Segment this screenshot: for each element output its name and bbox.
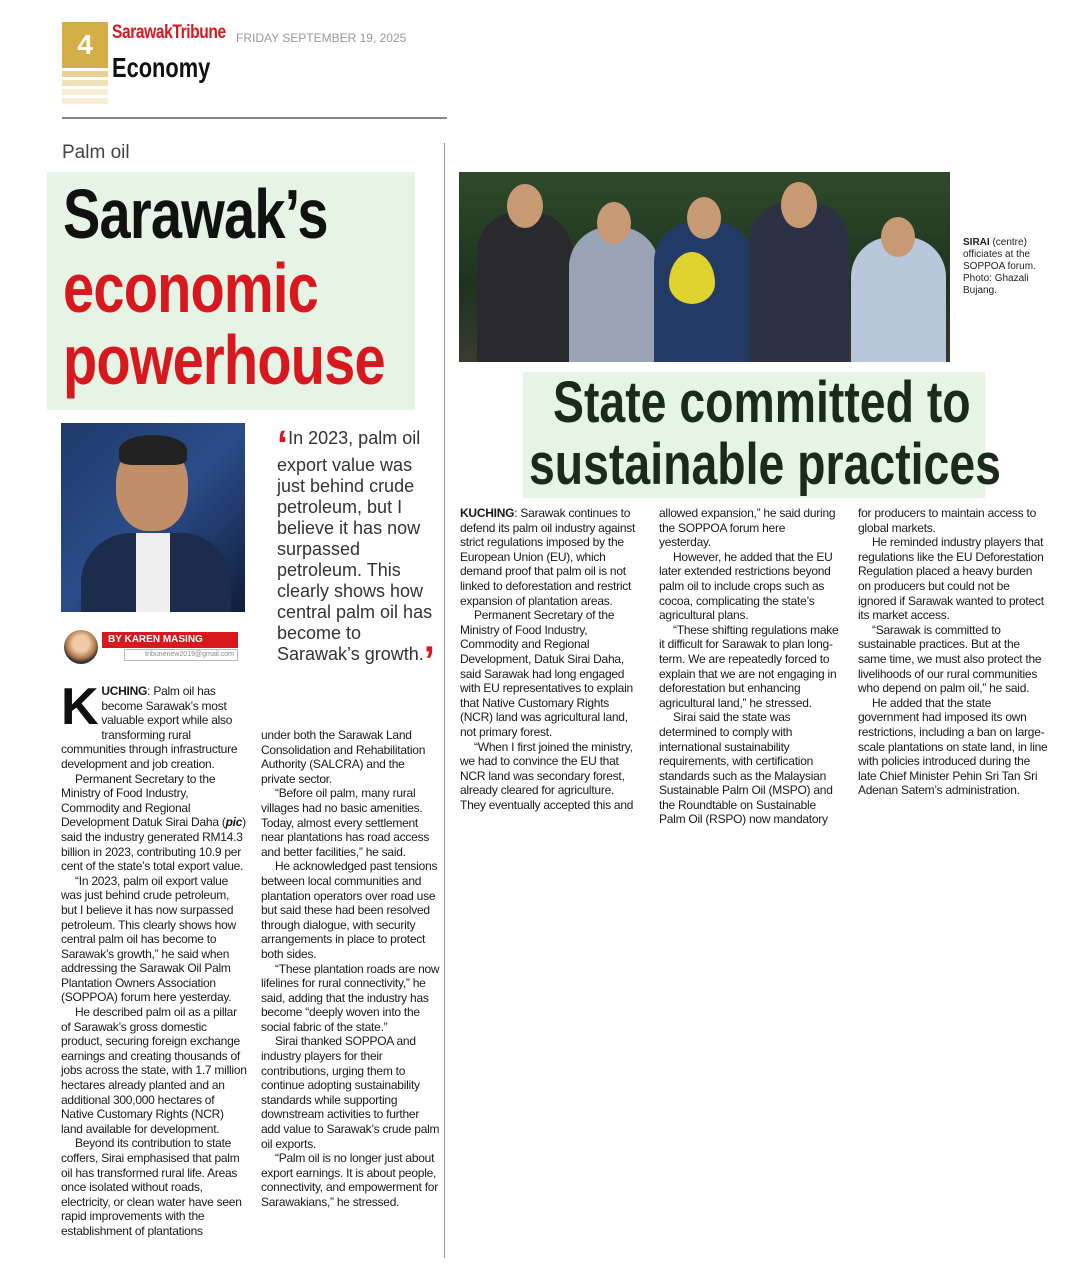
event-photo [459,172,950,362]
kicker: Palm oil [62,142,130,163]
column-divider [444,143,445,1258]
headline-line: State committed to [553,370,971,435]
section-title: Economy [112,52,211,83]
headline-line: sustainable practices [529,432,1001,497]
author-email[interactable]: tribunenew2019@gmail.com [124,649,238,661]
author-name: BY KAREN MASING [102,632,238,648]
issue-date: FRIDAY SEPTEMBER 19, 2025 [236,31,407,45]
pull-quote: ‘In 2023, palm oil export value was just behind crude petroleum, but I believe it has now surpassed petroleum. This clearly shows how central palm oil has become to Sarawak’s growth.’ [277,423,435,683]
open-quote-icon: ‘ [277,423,289,467]
headline-line: powerhouse [63,321,385,399]
brand-logo: SarawakTribune [112,22,226,43]
author-avatar [64,630,98,664]
byline [62,630,242,665]
article2-column-2: allowed expansion,” he said during the SOPPOA forum here yesterday. However, he added that the EU later extended restrictions beyond palm oil to include crops such as cocoa, complicating the state’s agricultural plans. “These shifting regulations make it difficult for Sarawak to plan long-term. We are repeatedly forced to explain that we are not engaging in deforestation but enhancing agricultural land,” he stressed. Sirai said the state was determined to comply with international sustainability requirements, with certification standards such as the Malaysian Sustainable Palm Oil (MSPO) and the Roundtable on Sustainable Palm Oil (RSPO) now mandatory [659,506,839,827]
photo-caption: SIRAI (centre) officiates at the SOPPOA forum. Photo: Ghazali Bujang. [963,237,1036,296]
headline-box [47,172,415,410]
close-quote-icon: ’ [423,639,435,683]
header-divider [62,117,447,119]
page-number-box [62,22,108,122]
headline-line: Sarawak’s [63,175,328,253]
article1-column-2: under both the Sarawak Land Consolidation and Rehabilitation Authority (SALCRA) and the private sector. “Before oil palm, many rural villages had no basic amenities. Today, almost every settlement near plantations has road access and better facilities,” he said. He acknowledged past tensions between local communities and plantation operators over road use but said these had been resolved through dialogue, with security arrangements in place to protect both sides. “These plantation roads are now lifelines for rural connectivity,” he said, adding that the industry has become “deeply woven into the social fabric of the state.” Sirai thanked SOPPOA and industry players for their contributions, urging them to continue adopting sustainability standards while supporting downstream activities to further add value to Sarawak’s crude palm oil exports. “Palm oil is no longer just about export earnings. It is about people, connectivity, and empowerment for Sarawakians,” he stressed. [261,728,440,1209]
article2-column-1: KUCHING: Sarawak continues to defend its palm oil industry against strict regulations imposed by the European Union (EU), which demand proof that palm oil is not linked to deforestation and restrict expansion of plantation areas. Permanent Secretary of the Ministry of Food Industry, Commodity and Regional Development, Datuk Sirai Daha, said Sarawak had long engaged with EU representatives to explain that Native Customary Rights (NCR) land was agricultural land, not primary forest. “When I first joined the ministry, we had to convince the EU that NCR land was secondary forest, already cleared for agriculture. They eventually accepted this and [460,506,636,812]
portrait-photo [61,423,245,612]
article1-column-1: KUCHING: Palm oil has become Sarawak’s most valuable export while also transforming rural communities through infrastructure development and job creation. Permanent Secretary to the Ministry of Food Industry, Commodity and Regional Development Datuk Sirai Daha (pic) said the industry generated RM14.3 billion in 2023, contributing 10.9 per cent of the state’s total export value. “In 2023, palm oil export value was just behind crude petroleum, but I believe it has now surpassed petroleum. This clearly shows how central palm oil has become to Sarawak’s growth,” he said when addressing the Sarawak Oil Palm Plantation Owners Association (SOPPOA) forum here yesterday. He described palm oil as a pillar of Sarawak’s gross domestic product, securing foreign exchange earnings and creating thousands of jobs across the state, with 1.7 million hectares already planted and an additional 300,000 hectares of Native Customary Rights (NCR) land available for development. Beyond its contribution to state coffers, Sirai emphasised that palm oil has transformed rural life. Areas once isolated without roads, electricity, or clean water have seen rapid improvements with the establishment of plantations [61,678,247,1238]
page-number: 4 [62,22,108,68]
headline-line: economic [63,249,319,327]
article2-column-3: for producers to maintain access to global markets. He reminded industry players that regulations like the EU Deforestation Regulation placed a heavy burden on producers but could not be ignored if Sarawak wanted to protect its market access. “Sarawak is committed to sustainable practices. But at the same time, we must also protect the livelihoods of our rural communities who depend on palm oil,” he said. He added that the state government had imposed its own restrictions, including a ban on large-scale plantations on state land, in line with policies introduced during the late Chief Minister Pehin Sri Tan Sri Adenan Satem’s administration. [858,506,1048,798]
headline-box-2 [523,370,1001,498]
